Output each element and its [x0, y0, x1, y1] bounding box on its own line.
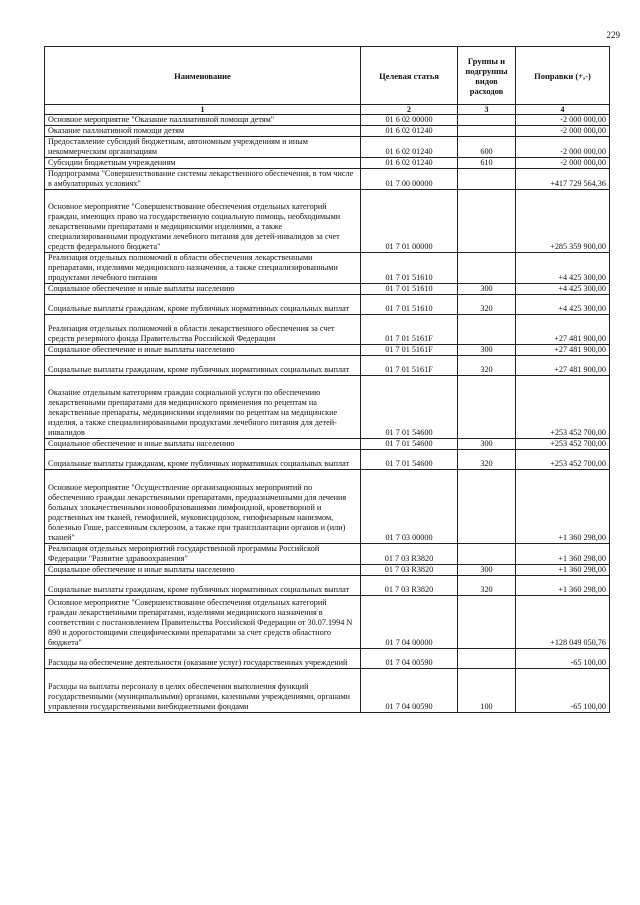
row-name: Оказание паллиативной помощи детям — [45, 126, 361, 137]
row-target-article: 01 7 04 00000 — [361, 596, 458, 649]
row-expense-group — [458, 544, 516, 565]
row-name: Оказание отдельным категориям граждан социальной услуги по обеспечению лекарственными препаратами для медицинского применения по рецептам на лекарственные препараты, медицинскими изделиями по рецептам на медицинские изделия, а также специализированными продуктами лечебного питания для детей-инвалидов — [45, 376, 361, 439]
row-name: Реализация отдельных полномочий в области лекарственного обеспечения за счет средств резервного фонда Правительства Российской Федерации — [45, 315, 361, 345]
row-expense-group — [458, 253, 516, 284]
table-row — [45, 544, 610, 565]
row-target-article: 01 6 02 00000 — [361, 115, 458, 126]
row-amount: +285 359 900,00 — [516, 190, 610, 253]
table-row — [45, 345, 610, 356]
row-amount: -2 000 000,00 — [516, 115, 610, 126]
row-expense-group — [458, 376, 516, 439]
row-name: Социальные выплаты гражданам, кроме публичных нормативных социальных выплат — [45, 450, 361, 470]
row-expense-group — [458, 115, 516, 126]
table-row — [45, 596, 610, 649]
row-amount: +1 360 298,00 — [516, 470, 610, 544]
row-expense-group: 320 — [458, 356, 516, 376]
row-target-article: 01 7 03 R3820 — [361, 576, 458, 596]
row-name: Основное мероприятие "Совершенствование обеспечения отдельных категорий граждан лекарственными препаратами, изделиями медицинского назначения в соответствии с постановлением Правительства Российской Федерации от 30.07.1994 N 890 и дорогостоящими специфическими препаратами за счет средств областного бюджета" — [45, 596, 361, 649]
row-amount: +253 452 700,00 — [516, 376, 610, 439]
row-name: Субсидии бюджетным учреждениям — [45, 158, 361, 169]
table-row — [45, 295, 610, 315]
column-number: 2 — [361, 105, 458, 115]
row-amount: +27 481 900,00 — [516, 315, 610, 345]
table-row — [45, 576, 610, 596]
row-name: Предоставление субсидий бюджетным, автономным учреждениям и иным некоммерческим организациям — [45, 137, 361, 158]
header-amount: Поправки (+,-) — [516, 47, 610, 105]
row-name: Расходы на выплаты персоналу в целях обеспечения выполнения функций государственными (муниципальными) органами, казенными учреждениями, органами управления государственными внебюджетными фондами — [45, 669, 361, 713]
row-amount: +4 425 300,00 — [516, 253, 610, 284]
row-name: Социальные выплаты гражданам, кроме публичных нормативных социальных выплат — [45, 295, 361, 315]
table-row — [45, 126, 610, 137]
column-number: 3 — [458, 105, 516, 115]
table-row — [45, 253, 610, 284]
row-expense-group: 320 — [458, 576, 516, 596]
row-amount: +1 360 298,00 — [516, 576, 610, 596]
table-row — [45, 356, 610, 376]
row-expense-group — [458, 190, 516, 253]
column-number: 4 — [516, 105, 610, 115]
row-expense-group — [458, 126, 516, 137]
row-amount: +253 452 700,00 — [516, 450, 610, 470]
row-name: Реализация отдельных мероприятий государственной программы Российской Федерации "Развитие здравоохранения" — [45, 544, 361, 565]
row-name: Социальное обеспечение и иные выплаты населению — [45, 439, 361, 450]
row-expense-group: 600 — [458, 137, 516, 158]
row-name: Основное мероприятие "Осуществление организационных мероприятий по обеспечению граждан лекарственными препаратами, предназначенными для лечения больных злокачественными новообразованиями лимфоидной, кроветворной и родственных им тканей, гемофилией, муковисцидозом, гипофизарным нанизмом, болезнью Гоше, рассеянным склерозом, а также при трансплантации органов и (или) тканей" — [45, 470, 361, 544]
row-expense-group — [458, 169, 516, 190]
row-target-article: 01 7 01 51610 — [361, 295, 458, 315]
row-amount: +417 729 564,36 — [516, 169, 610, 190]
row-amount: +253 452 700,00 — [516, 439, 610, 450]
header-target: Целевая статья — [361, 47, 458, 105]
row-target-article: 01 7 01 5161F — [361, 356, 458, 376]
row-target-article: 01 7 04 00590 — [361, 669, 458, 713]
row-amount: -2 000 000,00 — [516, 137, 610, 158]
row-amount: -2 000 000,00 — [516, 158, 610, 169]
row-expense-group: 610 — [458, 158, 516, 169]
row-amount: -2 000 000,00 — [516, 126, 610, 137]
row-name: Социальное обеспечение и иные выплаты населению — [45, 284, 361, 295]
row-name: Реализация отдельных полномочий в области обеспечения лекарственными препаратами, изделиями медицинского назначения, а также специализированными продуктами лечебного питания — [45, 253, 361, 284]
row-amount: +27 481 900,00 — [516, 356, 610, 376]
row-target-article: 01 7 04 00590 — [361, 649, 458, 669]
row-name: Основное мероприятие "Совершенствование обеспечения отдельных категорий граждан, имеющих право на государственную социальную помощь, необходимыми лекарственными препаратами и медицинскими изделиями, а также специализированными продуктами лечебного питания для детей-инвалидов за счет средств федерального бюджета" — [45, 190, 361, 253]
row-name: Социальные выплаты гражданам, кроме публичных нормативных социальных выплат — [45, 576, 361, 596]
header-group: Группы и подгруппы видов расходов — [458, 47, 516, 105]
table-row — [45, 115, 610, 126]
row-amount: +1 360 298,00 — [516, 544, 610, 565]
row-expense-group — [458, 315, 516, 345]
row-expense-group — [458, 470, 516, 544]
row-amount: +4 425 300,00 — [516, 284, 610, 295]
table-row — [45, 158, 610, 169]
row-target-article: 01 7 01 51610 — [361, 284, 458, 295]
row-amount: +1 360 298,00 — [516, 565, 610, 576]
table-row — [45, 450, 610, 470]
table-row — [45, 376, 610, 439]
column-number-row — [45, 105, 610, 115]
row-expense-group: 320 — [458, 450, 516, 470]
table-row — [45, 315, 610, 345]
budget-amendments-table — [44, 46, 610, 713]
row-target-article: 01 6 02 01240 — [361, 126, 458, 137]
table-row — [45, 649, 610, 669]
table-row — [45, 439, 610, 450]
row-expense-group: 300 — [458, 565, 516, 576]
row-target-article: 01 7 03 00000 — [361, 470, 458, 544]
row-expense-group: 100 — [458, 669, 516, 713]
row-target-article: 01 6 02 01240 — [361, 158, 458, 169]
row-target-article: 01 7 01 54600 — [361, 439, 458, 450]
row-target-article: 01 7 00 00000 — [361, 169, 458, 190]
row-target-article: 01 7 01 5161F — [361, 345, 458, 356]
row-name: Основное мероприятие "Оказание паллиативной помощи детям" — [45, 115, 361, 126]
row-amount: +128 049 050,76 — [516, 596, 610, 649]
table-row — [45, 169, 610, 190]
row-expense-group: 300 — [458, 284, 516, 295]
table-row — [45, 284, 610, 295]
row-target-article: 01 7 01 54600 — [361, 450, 458, 470]
row-expense-group: 320 — [458, 295, 516, 315]
row-amount: +4 425 300,00 — [516, 295, 610, 315]
table-row — [45, 190, 610, 253]
row-target-article: 01 7 01 5161F — [361, 315, 458, 345]
header-name: Наименование — [45, 47, 361, 105]
row-name: Расходы на обеспечение деятельности (оказание услуг) государственных учреждений — [45, 649, 361, 669]
table-row — [45, 565, 610, 576]
table-row — [45, 137, 610, 158]
row-name: Социальное обеспечение и иные выплаты населению — [45, 345, 361, 356]
row-expense-group — [458, 596, 516, 649]
row-name: Социальное обеспечение и иные выплаты населению — [45, 565, 361, 576]
row-amount: -65 100,00 — [516, 669, 610, 713]
row-target-article: 01 7 03 R3820 — [361, 565, 458, 576]
table-row — [45, 669, 610, 713]
row-expense-group — [458, 649, 516, 669]
row-expense-group: 300 — [458, 439, 516, 450]
row-expense-group: 300 — [458, 345, 516, 356]
row-name: Подпрограмма "Совершенствование системы лекарственного обеспечения, в том числе в амбулаторных условиях" — [45, 169, 361, 190]
page-number: 229 — [606, 30, 620, 40]
row-target-article: 01 7 01 51610 — [361, 253, 458, 284]
table-row — [45, 470, 610, 544]
column-number: 1 — [45, 105, 361, 115]
row-amount: +27 481 900,00 — [516, 345, 610, 356]
row-name: Социальные выплаты гражданам, кроме публичных нормативных социальных выплат — [45, 356, 361, 376]
row-target-article: 01 6 02 01240 — [361, 137, 458, 158]
row-target-article: 01 7 03 R3820 — [361, 544, 458, 565]
row-target-article: 01 7 01 00000 — [361, 190, 458, 253]
row-amount: -65 100,00 — [516, 649, 610, 669]
row-target-article: 01 7 01 54600 — [361, 376, 458, 439]
